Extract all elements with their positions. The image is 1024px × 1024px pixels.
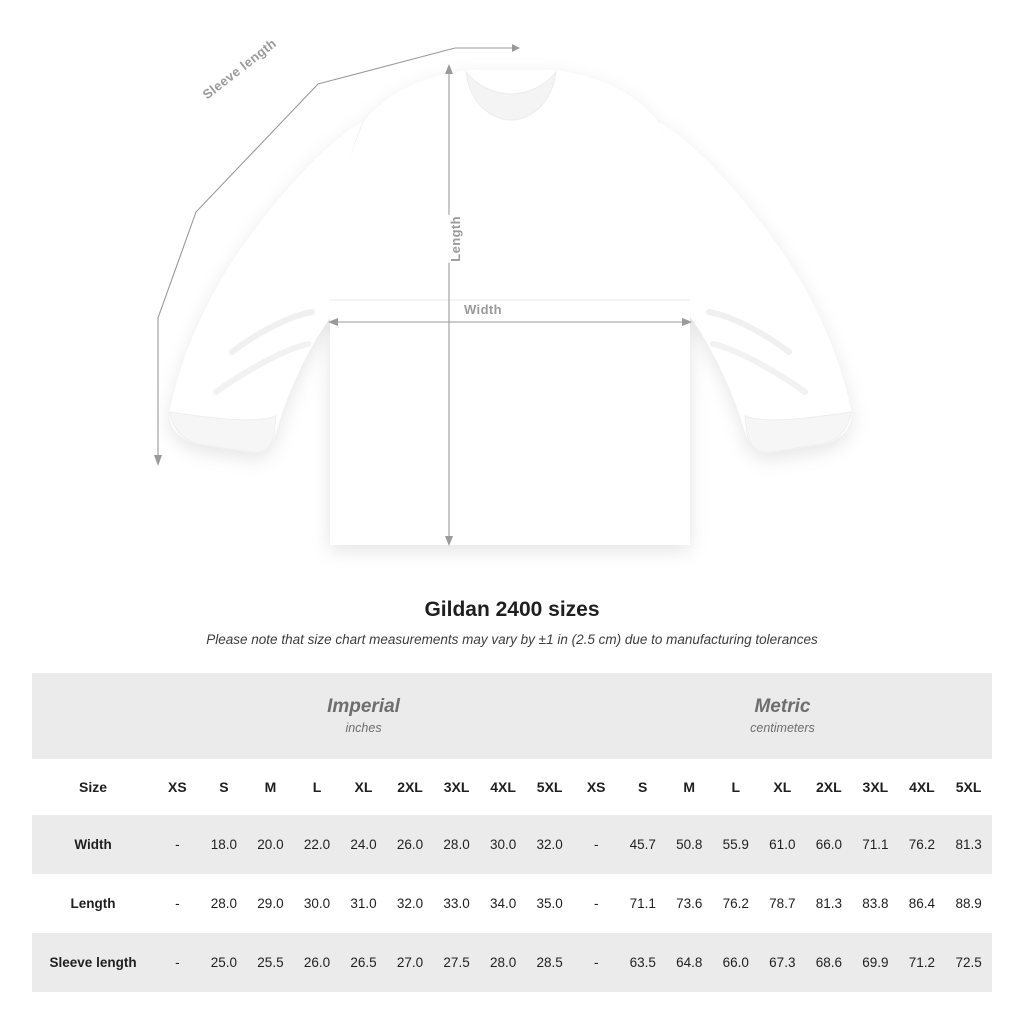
size-header-row xyxy=(32,759,992,815)
cell-length-metric-3xl: 83.8 xyxy=(852,874,899,933)
cell-length-imperial-xl: 31.0 xyxy=(340,874,387,933)
size-header-imperial-xl: XL xyxy=(340,759,387,815)
metric-unit-sub: centimeters xyxy=(750,720,815,735)
cell-length-metric-2xl: 81.3 xyxy=(806,874,853,933)
size-header-imperial-xs: XS xyxy=(154,759,201,815)
size-header-metric-l: L xyxy=(713,759,760,815)
metric-unit-name: Metric xyxy=(754,696,811,718)
cell-sleeve-metric-l: 66.0 xyxy=(713,933,760,992)
size-header-metric-2xl: 2XL xyxy=(806,759,853,815)
cell-length-metric-4xl: 86.4 xyxy=(899,874,946,933)
size-header-label: Size xyxy=(32,759,154,815)
cell-length-imperial-m: 29.0 xyxy=(247,874,294,933)
cell-length-metric-xl: 78.7 xyxy=(759,874,806,933)
cell-width-imperial-3xl: 28.0 xyxy=(433,815,480,874)
cell-width-imperial-l: 22.0 xyxy=(294,815,341,874)
size-header-metric-5xl: 5XL xyxy=(945,759,992,815)
cell-sleeve-imperial-m: 25.5 xyxy=(247,933,294,992)
size-header-metric-xl: XL xyxy=(759,759,806,815)
size-header-metric-m: M xyxy=(666,759,713,815)
metric-header-cell xyxy=(573,673,992,759)
cell-width-metric-xs: - xyxy=(573,815,620,874)
row-label-width: Width xyxy=(32,815,154,874)
cell-sleeve-imperial-3xl: 27.5 xyxy=(433,933,480,992)
size-header-imperial-l: L xyxy=(294,759,341,815)
cell-length-metric-5xl: 88.9 xyxy=(945,874,992,933)
table-row xyxy=(32,933,992,992)
size-header-imperial-5xl: 5XL xyxy=(526,759,573,815)
cell-width-metric-4xl: 76.2 xyxy=(899,815,946,874)
cell-width-metric-2xl: 66.0 xyxy=(806,815,853,874)
cell-width-imperial-xl: 24.0 xyxy=(340,815,387,874)
units-header-row xyxy=(32,673,992,759)
cell-width-imperial-2xl: 26.0 xyxy=(387,815,434,874)
size-header-imperial-s: S xyxy=(201,759,248,815)
size-table xyxy=(32,673,992,992)
length-label: Length xyxy=(444,215,467,263)
cell-sleeve-imperial-xl: 26.5 xyxy=(340,933,387,992)
size-header-metric-xs: XS xyxy=(573,759,620,815)
size-header-imperial-2xl: 2XL xyxy=(387,759,434,815)
cell-length-imperial-4xl: 34.0 xyxy=(480,874,527,933)
imperial-unit-name: Imperial xyxy=(327,696,400,718)
cell-sleeve-metric-s: 63.5 xyxy=(619,933,666,992)
cell-sleeve-imperial-s: 25.0 xyxy=(201,933,248,992)
row-label-length: Length xyxy=(32,874,154,933)
cell-sleeve-imperial-2xl: 27.0 xyxy=(387,933,434,992)
title-block xyxy=(0,598,1024,647)
cell-length-metric-xs: - xyxy=(573,874,620,933)
width-label: Width xyxy=(460,301,506,318)
units-corner-cell xyxy=(32,673,154,759)
cell-sleeve-metric-3xl: 69.9 xyxy=(852,933,899,992)
cell-length-imperial-5xl: 35.0 xyxy=(526,874,573,933)
cell-width-metric-xl: 61.0 xyxy=(759,815,806,874)
cell-sleeve-imperial-l: 26.0 xyxy=(294,933,341,992)
imperial-header-cell xyxy=(154,673,573,759)
size-header-imperial-m: M xyxy=(247,759,294,815)
cell-length-imperial-2xl: 32.0 xyxy=(387,874,434,933)
cell-sleeve-imperial-4xl: 28.0 xyxy=(480,933,527,992)
cell-width-metric-m: 50.8 xyxy=(666,815,713,874)
cell-length-metric-s: 71.1 xyxy=(619,874,666,933)
size-header-imperial-3xl: 3XL xyxy=(433,759,480,815)
tolerance-note: Please note that size chart measurements may vary by ±1 in (2.5 cm) due to manufacturing tolerances xyxy=(206,632,818,647)
cell-sleeve-metric-5xl: 72.5 xyxy=(945,933,992,992)
cell-length-imperial-xs: - xyxy=(154,874,201,933)
table-row xyxy=(32,874,992,933)
table-row xyxy=(32,815,992,874)
size-header-metric-s: S xyxy=(619,759,666,815)
row-label-sleeve-length: Sleeve length xyxy=(32,933,154,992)
cell-length-imperial-l: 30.0 xyxy=(294,874,341,933)
cell-length-imperial-3xl: 33.0 xyxy=(433,874,480,933)
cell-width-metric-l: 55.9 xyxy=(713,815,760,874)
cell-sleeve-metric-2xl: 68.6 xyxy=(806,933,853,992)
page-title: Gildan 2400 sizes xyxy=(424,598,600,621)
cell-width-imperial-s: 18.0 xyxy=(201,815,248,874)
cell-width-imperial-m: 20.0 xyxy=(247,815,294,874)
cell-width-imperial-xs: - xyxy=(154,815,201,874)
cell-length-imperial-s: 28.0 xyxy=(201,874,248,933)
cell-width-imperial-4xl: 30.0 xyxy=(480,815,527,874)
cell-sleeve-metric-m: 64.8 xyxy=(666,933,713,992)
imperial-unit-sub: inches xyxy=(345,720,382,735)
cell-length-metric-m: 73.6 xyxy=(666,874,713,933)
shirt-shape xyxy=(170,70,852,545)
size-table-wrap xyxy=(32,673,992,992)
cell-width-metric-s: 45.7 xyxy=(619,815,666,874)
size-header-metric-3xl: 3XL xyxy=(852,759,899,815)
cell-length-metric-l: 76.2 xyxy=(713,874,760,933)
cell-sleeve-metric-4xl: 71.2 xyxy=(899,933,946,992)
cell-sleeve-metric-xl: 67.3 xyxy=(759,933,806,992)
size-header-imperial-4xl: 4XL xyxy=(480,759,527,815)
cell-width-metric-5xl: 81.3 xyxy=(945,815,992,874)
cell-sleeve-imperial-xs: - xyxy=(154,933,201,992)
sleeve-length-label: Sleeve length xyxy=(199,35,280,103)
cell-sleeve-metric-xs: - xyxy=(573,933,620,992)
cell-sleeve-imperial-5xl: 28.5 xyxy=(526,933,573,992)
cell-width-imperial-5xl: 32.0 xyxy=(526,815,573,874)
cell-width-metric-3xl: 71.1 xyxy=(852,815,899,874)
size-header-metric-4xl: 4XL xyxy=(899,759,946,815)
